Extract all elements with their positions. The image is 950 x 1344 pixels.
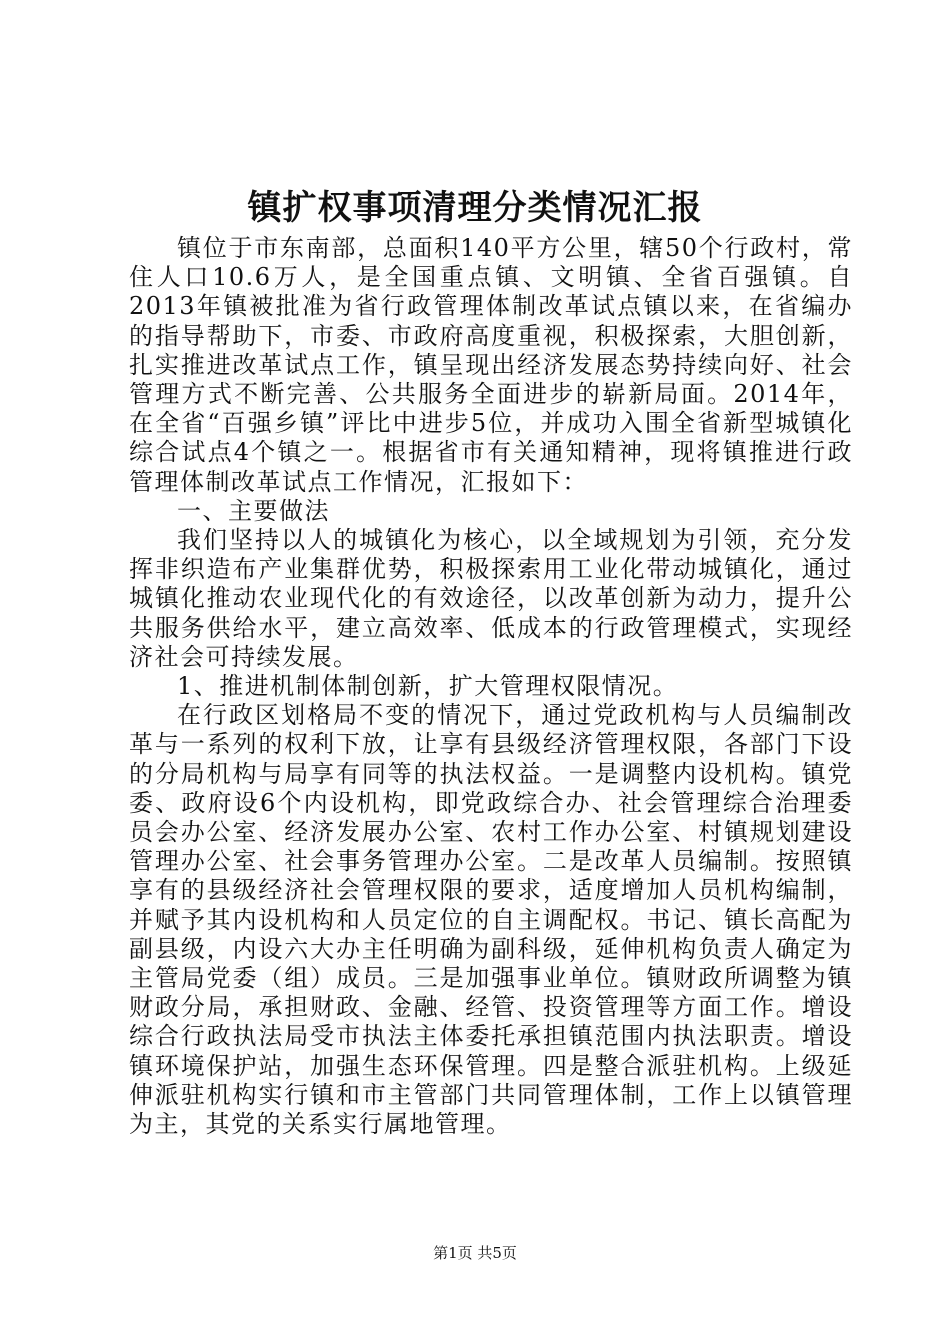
subsection-heading: 1、推进机制体制创新，扩大管理权限情况。 bbox=[177, 672, 679, 701]
intro-paragraph: 镇位于市东南部，总面积140平方公里，辖50个行政村，常住人口10.6万人，是全国重点镇、文明镇、全省百强镇。自2013年镇被批准为省行政管理体制改革试点镇以来，在省编办的指导帮助下，市委、市政府高度重视，积极探索，大胆创新，扎实推进改革试点工作，镇呈现出经济发展态势持续向好、社会管理方式不断完善、公共服务全面进步的崭新局面。2014年，在全省“百强乡镇”评比中进步5位，并成功入围全省新型城镇化综合试点4个镇之一。根据省市有关通知精神，现将镇推进行政管理体制改革试点工作情况，汇报如下： bbox=[129, 234, 853, 496]
document-body bbox=[129, 234, 853, 1139]
approach-paragraph: 我们坚持以人的城镇化为核心，以全域规划为引领，充分发挥非织造布产业集群优势，积极探索用工业化带动城镇化，通过城镇化推动农业现代化的有效途径，以改革创新为动力，提升公共服务供给水平，建立高效率、低成本的行政管理模式，实现经济社会可持续发展。 bbox=[129, 526, 853, 671]
page-indicator: 第1页 共5页 bbox=[433, 1244, 517, 1262]
section-heading: 一、主要做法 bbox=[177, 496, 330, 525]
reform-paragraph: 在行政区划格局不变的情况下，通过党政机构与人员编制改革与一系列的权利下放，让享有县级经济管理权限，各部门下设的分局机构与局享有同等的执法权益。一是调整内设机构。镇党委、政府设6个内设机构，即党政综合办、社会管理综合治理委员会办公室、经济发展办公室、农村工作办公室、村镇规划建设管理办公室、社会事务管理办公室。二是改革人员编制。按照镇享有的县级经济社会管理权限的要求，适度增加人员机构编制，并赋予其内设机构和人员定位的自主调配权。书记、镇长高配为副县级，内设六大办主任明确为副科级，延伸机构负责人确定为主管局党委（组）成员。三是加强事业单位。镇财政所调整为镇财政分局，承担财政、金融、经管、投资管理等方面工作。增设综合行政执法局受市执法主体委托承担镇范围内执法职责。增设镇环境保护站，加强生态环保管理。四是整合派驻机构。上级延伸派驻机构实行镇和市主管部门共同管理体制，工作上以镇管理为主，其党的关系实行属地管理。 bbox=[129, 701, 853, 1139]
document-title: 镇扩权事项清理分类情况汇报 bbox=[247, 188, 703, 228]
